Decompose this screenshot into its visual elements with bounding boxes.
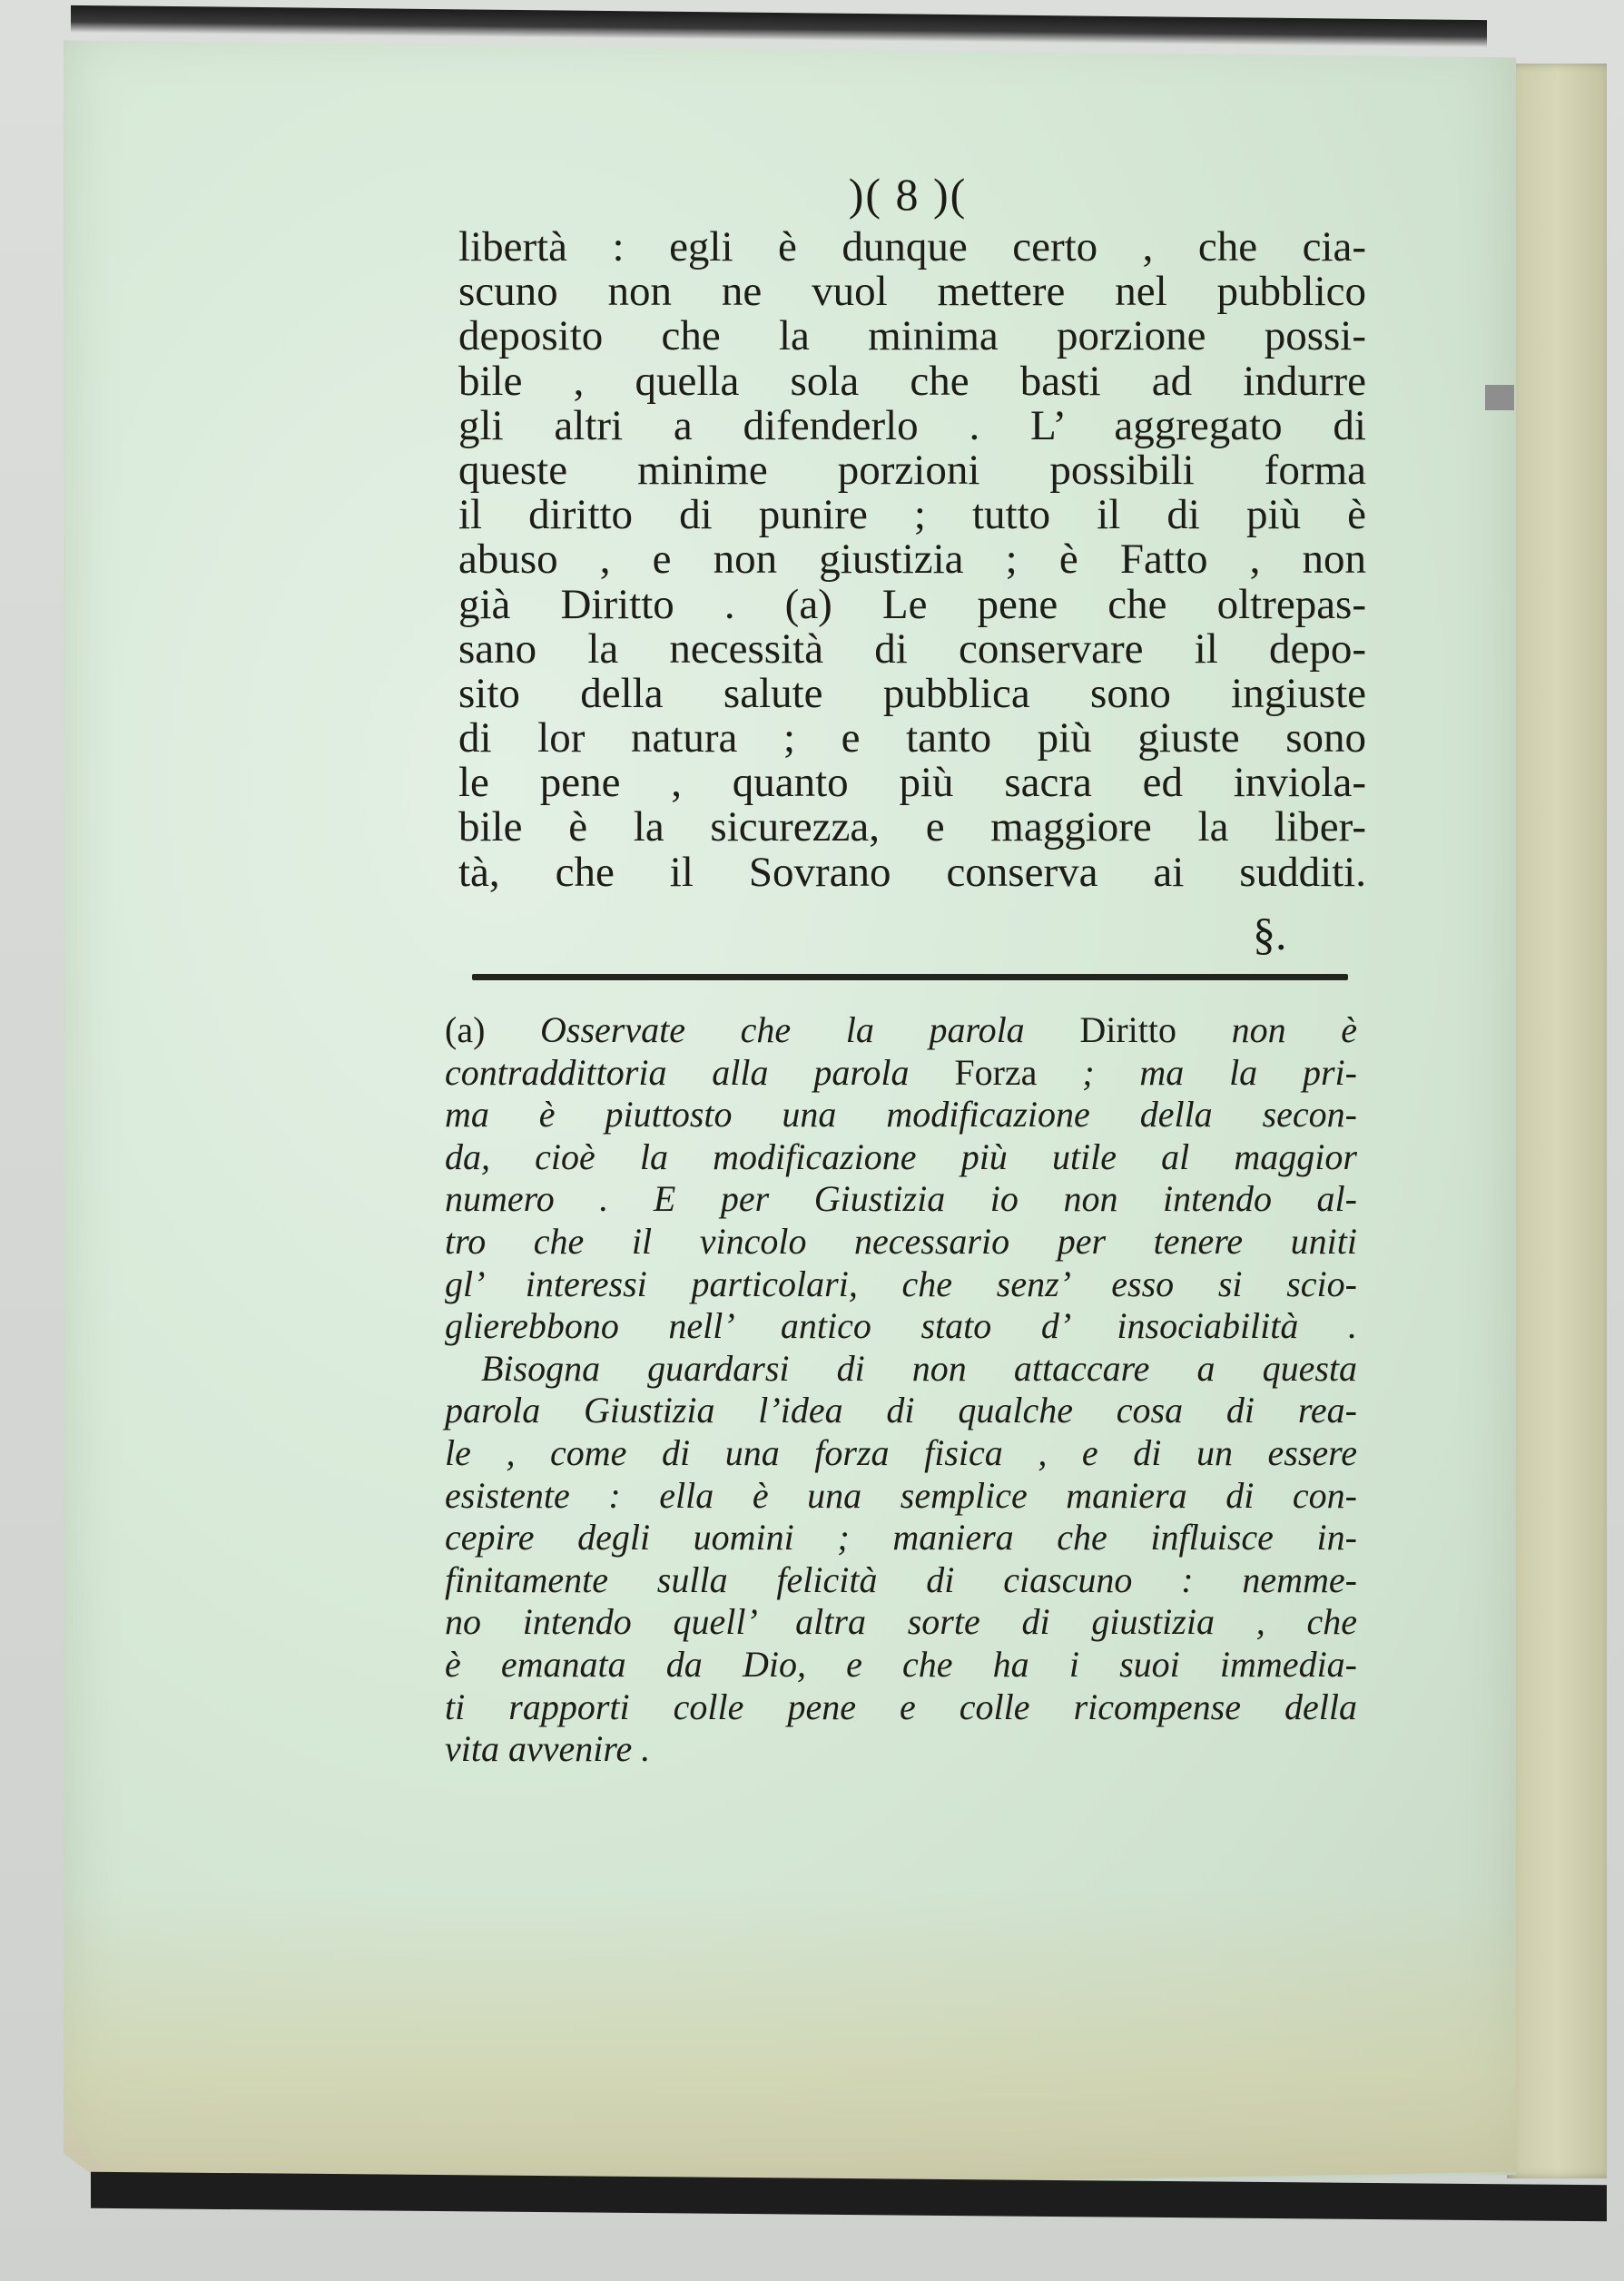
footnote-line xyxy=(445,1475,1357,1518)
footnote-segment: finitamente sulla felicità di ciascuno : nemme- xyxy=(445,1558,1357,1600)
footnote-segment: cepire degli uomini ; maniera che influisce in- xyxy=(445,1517,1357,1558)
footnote-line xyxy=(445,1221,1357,1263)
footnote-segment: le , come di una forza fisica , e di un essere xyxy=(445,1431,1357,1473)
footnote-line xyxy=(445,1305,1357,1348)
footnote-line xyxy=(445,1601,1357,1644)
main-text-line: deposito che la minima porzione possi- xyxy=(458,312,1366,360)
main-text-line: il diritto di punire ; tutto il di più è xyxy=(458,491,1366,539)
footnote-divider xyxy=(472,974,1348,980)
footnote-line xyxy=(445,1644,1357,1686)
footnote-segment: contraddittoria alla parola xyxy=(445,1051,955,1093)
section-mark: §. xyxy=(1253,909,1287,959)
main-text-line: sano la necessità di conservare il depo- xyxy=(458,624,1366,673)
footnote-segment: ti rapporti colle pene e colle ricompense della xyxy=(445,1686,1357,1727)
facing-page-edge xyxy=(1507,64,1607,2178)
footnote-segment: è emanata da Dio, e che ha i suoi immedia- xyxy=(445,1643,1357,1685)
footnote-line xyxy=(445,1517,1357,1559)
footnote-line xyxy=(445,1686,1357,1729)
main-text-line: già Diritto . (a) Le pene che oltrepas- xyxy=(458,580,1366,628)
page-stain xyxy=(64,1888,1516,2197)
footnote-segment: esistente : ella è una semplice maniera di con- xyxy=(445,1474,1357,1516)
footnote-segment: ; ma la pri- xyxy=(1037,1051,1357,1093)
main-text-line: tà, che il Sovrano conserva ai sudditi. xyxy=(458,848,1366,896)
main-text-line: gli altri a difenderlo . L’ aggregato di xyxy=(458,401,1366,449)
footnote-line xyxy=(445,1559,1357,1602)
footnote-line xyxy=(445,1094,1357,1136)
footnote-segment: Bisogna guardarsi di non attaccare a questa xyxy=(481,1347,1357,1389)
footnote-body xyxy=(445,1009,1357,1771)
main-text-line: di lor natura ; e tanto più giuste sono xyxy=(458,714,1366,762)
main-text-line: bile , quella sola che basti ad indurre xyxy=(458,357,1366,405)
footnote-segment: Diritto xyxy=(1079,1009,1176,1050)
main-text-body xyxy=(458,225,1366,895)
scan-marker xyxy=(1485,385,1514,410)
footnote-line xyxy=(445,1052,1357,1095)
main-text-line: bile è la sicurezza, e maggiore la liber- xyxy=(458,803,1366,851)
footnote-segment: no intendo quell’ altra sorte di giustizia , che xyxy=(445,1601,1357,1643)
footnote-segment: tro che il vincolo necessario per tenere uniti xyxy=(445,1220,1357,1262)
main-text-line: le pene , quanto più sacra ed inviola- xyxy=(458,759,1366,807)
footnote-line xyxy=(445,1263,1357,1306)
main-text-line: abuso , e non giustizia ; è Fatto , non xyxy=(458,536,1366,584)
page-number: )( 8 )( xyxy=(848,169,968,220)
footnote-segment: da, cioè la modificazione più utile al maggior xyxy=(445,1136,1357,1177)
main-text-line: queste minime porzioni possibili forma xyxy=(458,446,1366,494)
footnote-segment: numero . E per Giustizia io non intendo al- xyxy=(445,1178,1357,1220)
footnote-segment: vita avvenire . xyxy=(445,1728,651,1770)
footnote-line xyxy=(445,1432,1357,1475)
footnote-line xyxy=(445,1390,1357,1432)
footnote-line xyxy=(445,1348,1357,1391)
footnote-segment: gl’ interessi particolari, che senz’ esso si scio- xyxy=(445,1263,1357,1304)
main-text-line: libertà : egli è dunque certo , che cia- xyxy=(458,223,1366,270)
footnote-segment: non è xyxy=(1176,1009,1357,1050)
main-text-line: sito della salute pubblica sono ingiuste xyxy=(458,669,1366,717)
footnote-segment: (a) xyxy=(445,1009,541,1050)
footnote-segment: parola Giustizia l’idea di qualche cosa di rea- xyxy=(445,1390,1357,1431)
footnote-segment: Forza xyxy=(954,1051,1038,1093)
footnote-line xyxy=(445,1136,1357,1179)
footnote-line xyxy=(445,1728,1357,1771)
footnote-line xyxy=(445,1009,1357,1052)
footnote-segment: Osservate che la parola xyxy=(540,1009,1080,1050)
footnote-line xyxy=(445,1178,1357,1221)
footnote-segment: glierebbono nell’ antico stato d’ insociabilità . xyxy=(445,1305,1357,1347)
footnote-segment: ma è piuttosto una modificazione della secon- xyxy=(445,1094,1357,1136)
main-text-line: scuno non ne vuol mettere nel pubblico xyxy=(458,268,1366,316)
